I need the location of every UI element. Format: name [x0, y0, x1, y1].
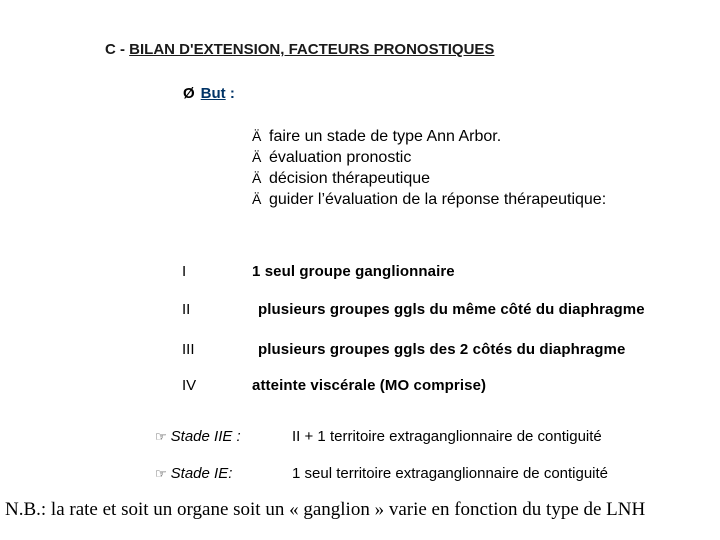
section-prefix: C - [105, 41, 130, 58]
stage-description: plusieurs groupes ggls du même côté du diaphragme [258, 301, 645, 318]
stage-numeral: IV [182, 377, 197, 394]
purpose-text: faire un stade de type Ann Arbor. [269, 128, 502, 145]
substage-label-text: Stade IIE : [170, 428, 241, 445]
purpose-list [252, 126, 606, 210]
list-item [252, 168, 606, 189]
stage-numeral: III [182, 341, 195, 358]
bullet-glyph-icon: Ä [252, 128, 262, 144]
bullet-glyph-icon: Ä [252, 170, 262, 186]
substage-label [155, 465, 232, 482]
arrow-bullet-icon: Ø [183, 85, 195, 102]
stage-numeral: I [182, 263, 187, 280]
purpose-text: évaluation pronostic [269, 149, 412, 166]
section-title [105, 41, 494, 58]
stage-description: 1 seul groupe ganglionnaire [252, 263, 455, 280]
purpose-text: décision thérapeutique [269, 170, 431, 187]
footnote: N.B.: la rate et soit un organe soit un « ganglion » varie en fonction du type de LNH [5, 499, 646, 520]
purpose-text: guider l’évaluation de la réponse thérapeutique: [269, 191, 607, 208]
substage-label-text: Stade IE: [170, 465, 233, 482]
stage-numeral: II [182, 301, 191, 318]
hand-pointing-icon: ☞ [155, 466, 167, 481]
list-item [252, 147, 606, 168]
bullet-glyph-icon: Ä [252, 149, 262, 165]
section-heading: BILAN D'EXTENSION, FACTEURS PRONOSTIQUES [129, 41, 495, 58]
bullet-glyph-icon: Ä [252, 191, 262, 207]
hand-pointing-icon: ☞ [155, 429, 167, 444]
stage-description: atteinte viscérale (MO comprise) [252, 377, 487, 394]
goal-heading [183, 85, 235, 102]
list-item [252, 189, 606, 210]
substage-description: 1 seul territoire extraganglionnaire de contiguité [292, 465, 609, 482]
substage-label [155, 428, 241, 445]
list-item [252, 126, 606, 147]
goal-label: But [200, 85, 226, 102]
goal-suffix: : [225, 85, 235, 102]
substage-description: II + 1 territoire extraganglionnaire de contiguité [292, 428, 602, 445]
stage-description: plusieurs groupes ggls des 2 côtés du diaphragme [258, 341, 626, 358]
